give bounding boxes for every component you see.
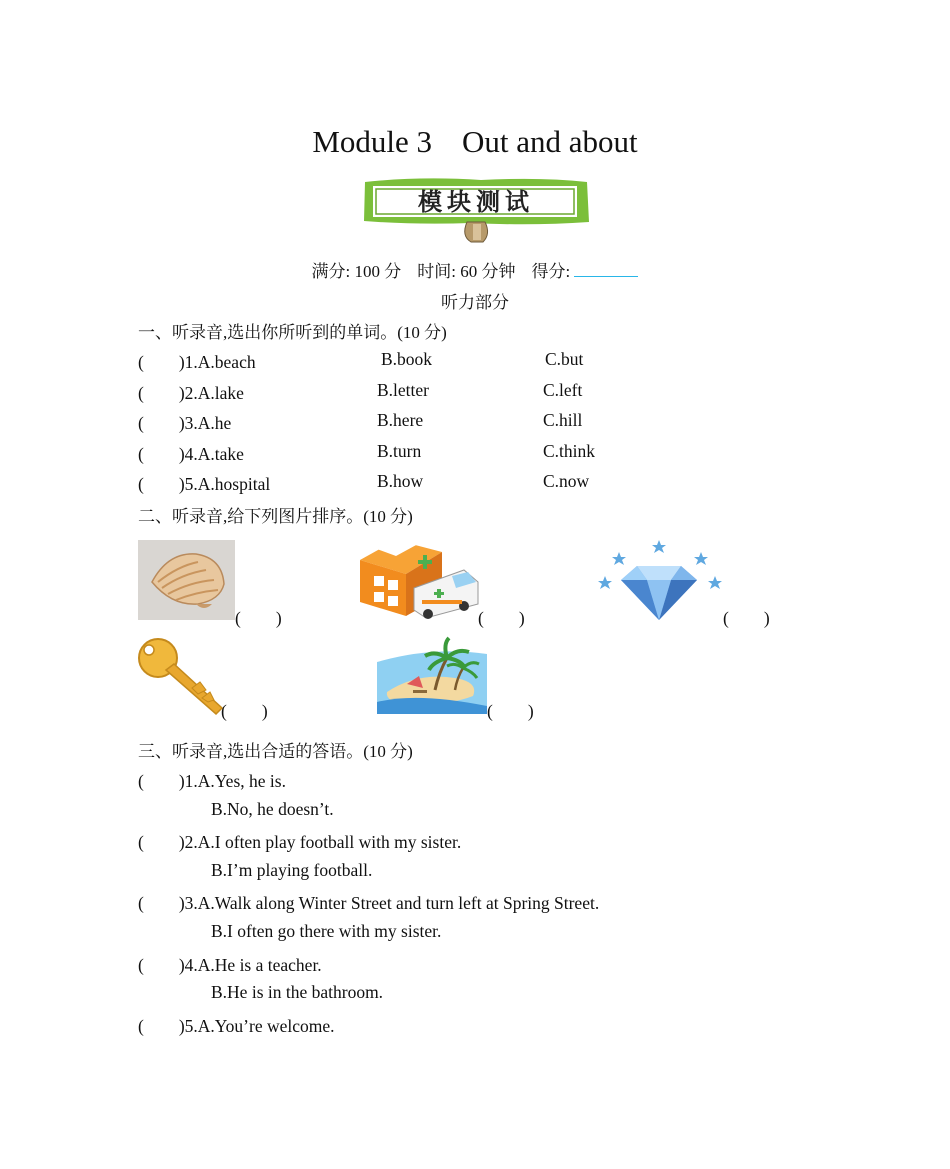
- shell-picture: [138, 540, 235, 620]
- s3-item-4-a: ( )4.A.He is a teacher.: [138, 955, 322, 975]
- s3-item-5-a: ( )5.A.You’re welcome.: [138, 1016, 335, 1036]
- key-picture: [136, 636, 224, 716]
- score-label: 得分:: [531, 262, 571, 281]
- s1-item-5-a: ( )5.A.hospital: [138, 474, 271, 494]
- s2-paren-5[interactable]: ( ): [487, 701, 534, 721]
- s1-item-5-b: B.how: [377, 471, 424, 491]
- s2-paren-3[interactable]: ( ): [723, 608, 770, 628]
- listening-part-heading: 听力部分: [441, 293, 509, 312]
- test-banner: [361, 176, 591, 246]
- full-score: 满分: 100 分: [311, 262, 402, 281]
- s2-paren-1[interactable]: ( ): [235, 608, 282, 628]
- s2-paren-4[interactable]: ( ): [221, 701, 268, 721]
- title-module: Module 3: [312, 124, 433, 159]
- s1-item-4-b: B.turn: [377, 441, 422, 461]
- s1-item-1-b: B.book: [381, 349, 433, 369]
- s1-item-2-b: B.letter: [377, 380, 429, 400]
- s1-item-4-c: C.think: [543, 441, 596, 461]
- s1-item-1-a: ( )1.A.beach: [138, 352, 256, 372]
- s3-item-3-b: B.I often go there with my sister.: [211, 921, 442, 941]
- s3-item-1-b: B.No, he doesn’t.: [211, 799, 334, 819]
- exam-info: [0, 257, 950, 282]
- beach-picture: [377, 632, 487, 714]
- diamond-picture: [597, 536, 725, 622]
- s3-item-2-a: ( )2.A.I often play football with my sister.: [138, 832, 462, 852]
- title-topic: Out and about: [462, 124, 638, 159]
- section3-heading: 三、听录音,选出合适的答语。(10 分): [138, 742, 413, 761]
- score-blank[interactable]: [574, 262, 638, 277]
- s1-item-4-a: ( )4.A.take: [138, 444, 244, 464]
- s1-item-2-a: ( )2.A.lake: [138, 383, 244, 403]
- s1-item-5-c: C.now: [543, 471, 590, 491]
- section1-heading: 一、听录音,选出你所听到的单词。(10 分): [138, 323, 447, 342]
- s1-item-1-c: C.but: [545, 349, 584, 369]
- s3-item-2-b: B.I’m playing football.: [211, 860, 373, 880]
- s3-item-4-b: B.He is in the bathroom.: [211, 982, 384, 1002]
- banner-text: 模块测试: [418, 188, 534, 216]
- time-limit: 时间: 60 分钟: [417, 262, 516, 281]
- s1-item-3-a: ( )3.A.he: [138, 413, 232, 433]
- hospital-picture: [356, 530, 480, 620]
- s3-item-3-a: ( )3.A.Walk along Winter Street and turn left at Spring Street.: [138, 893, 600, 913]
- s1-item-3-c: C.hill: [543, 410, 583, 430]
- section2-heading: 二、听录音,给下列图片排序。(10 分): [138, 507, 413, 526]
- s2-paren-2[interactable]: ( ): [478, 608, 525, 628]
- page-title: [0, 124, 950, 160]
- s1-item-3-b: B.here: [377, 410, 424, 430]
- s3-item-1-a: ( )1.A.Yes, he is.: [138, 771, 286, 791]
- s1-item-2-c: C.left: [543, 380, 583, 400]
